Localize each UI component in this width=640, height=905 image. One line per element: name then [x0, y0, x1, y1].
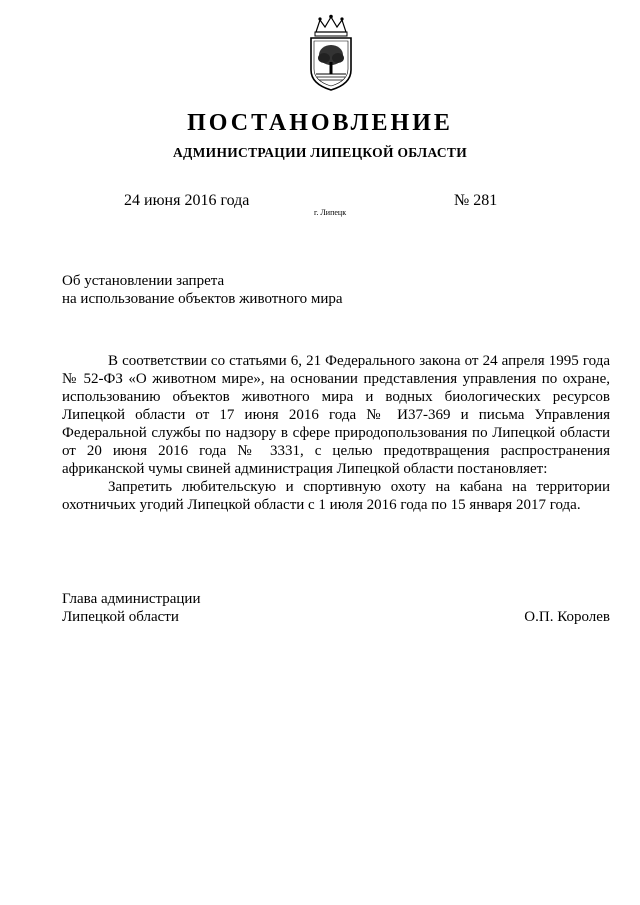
document-date: 24 июня 2016 года: [124, 192, 250, 209]
signature-row: [62, 608, 610, 626]
signature-position-line-1: Глава администрации: [62, 591, 201, 607]
signature-position-line-2: Липецкой области: [62, 609, 179, 625]
document-subtitle: АДМИНИСТРАЦИИ ЛИПЕЦКОЙ ОБЛАСТИ: [172, 145, 468, 160]
body-paragraph-2: Запретить любительскую и спортивную охоту на кабана на территории охотничьих угодий Липецкой области с 1 июля 2016 года по 15 января 2017 года.: [62, 479, 610, 513]
document-body: [62, 352, 610, 514]
document-heading: [62, 272, 343, 308]
document-number: № 281: [454, 192, 498, 209]
heading-line-2: на использование объектов животного мира: [62, 291, 343, 307]
document-title: ПОСТАНОВЛЕНИЕ: [187, 110, 453, 136]
document-city: г. Липецк: [314, 208, 347, 217]
heading-line-1: Об установлении запрета: [62, 273, 225, 289]
coat-of-arms-icon: [302, 14, 360, 92]
signature-name: О.П. Королев: [524, 609, 610, 625]
body-paragraph-1: В соответствии со статьями 6, 21 Федерального закона от 24 апреля 1995 года № 52-ФЗ «О животном мире», на основании представления управления по охране, использованию объектов животного мира и водных биологических ресурсов Липецкой области от 17 июня 2016 года № И37-369 и письма Управления Федеральной службы по надзору в сфере природопользования по Липецкой области от 20 июня 2016 года № 3331, с целью предотвращения распространения африканской чумы свиней администрация Липецкой области постановляет:: [62, 353, 610, 477]
signature-block: [62, 590, 610, 626]
